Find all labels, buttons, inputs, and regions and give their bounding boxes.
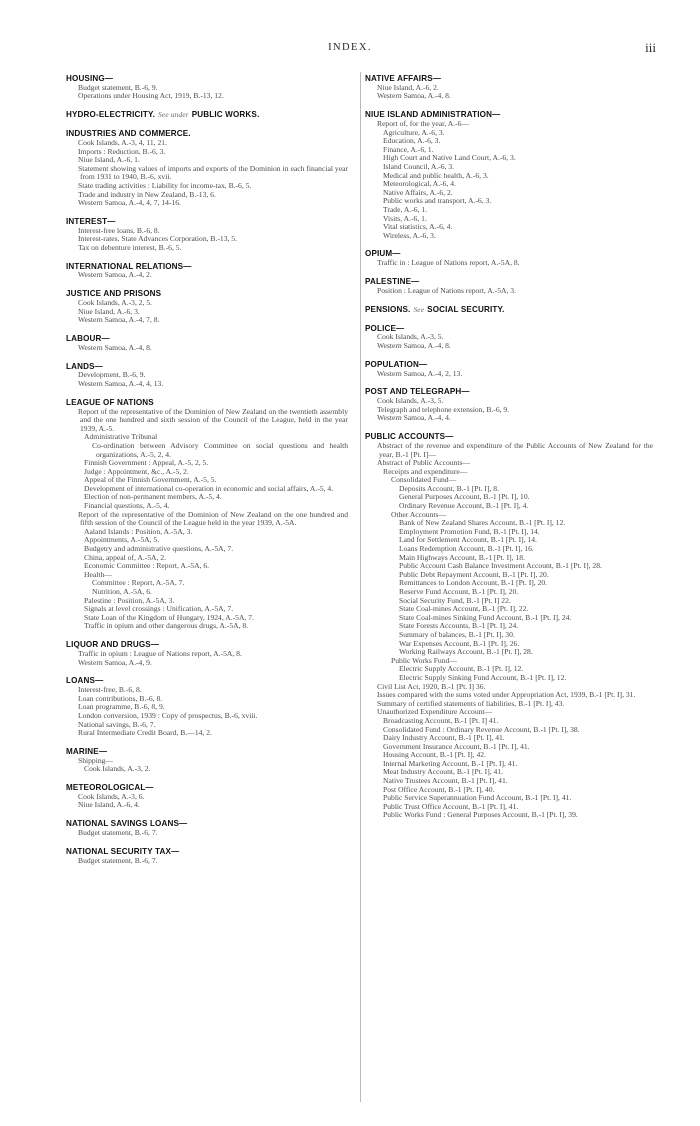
entry-heading-text: LEAGUE OF NATIONS bbox=[66, 397, 154, 407]
index-entry bbox=[66, 676, 348, 737]
index-item: Western Samoa, A.-4, 2, 13. bbox=[377, 368, 463, 378]
index-item: Summary of balances, B.-1 [Pt. I], 30. bbox=[399, 629, 515, 639]
index-column-left bbox=[66, 74, 348, 874]
index-entry bbox=[365, 305, 653, 315]
index-entry bbox=[66, 819, 348, 837]
index-item: Employment Promotion Fund, B.-1 [Pt. I], 14. bbox=[399, 526, 540, 536]
index-item: Administrative Tribunal bbox=[84, 432, 158, 442]
index-entry bbox=[66, 747, 348, 774]
entry-heading-text: POLICE— bbox=[365, 323, 405, 333]
index-item: War Expenses Account, B.-1 [Pt. I], 26. bbox=[399, 638, 520, 648]
index-item: Housing Account, B.-1 [Pt. I], 42. bbox=[383, 750, 486, 760]
index-item: Budget statement, B.-6, 7. bbox=[78, 828, 158, 838]
index-item: Broadcasting Account, B.-1 [Pt. I] 41. bbox=[383, 715, 499, 725]
index-item: Public Debt Repayment Account, B.-1 [Pt. I], 20. bbox=[399, 569, 549, 579]
index-item: Imports : Reduction, B.-6, 3. bbox=[78, 146, 166, 156]
column-divider bbox=[360, 72, 361, 1102]
page-header bbox=[0, 42, 700, 58]
entry-heading-text: LIQUOR AND DRUGS— bbox=[66, 640, 160, 650]
index-item: Internal Marketing Account, B.-1 [Pt. I], 41. bbox=[383, 758, 518, 768]
index-entry bbox=[66, 129, 348, 208]
index-item: Cook Islands, A.-3, 5. bbox=[377, 332, 444, 342]
entry-heading-text: NATIVE AFFAIRS— bbox=[365, 74, 441, 83]
index-item: Native Affairs, A.-6, 2. bbox=[383, 187, 453, 197]
index-item: Post Office Account, B.-1 [Pt. I], 40. bbox=[383, 784, 495, 794]
index-item: Consolidated Fund : Ordinary Revenue Account, B.-1 [Pt. I], 38. bbox=[383, 724, 580, 734]
index-item: Public Service Superannuation Fund Account, B.-1 [Pt. I], 41. bbox=[383, 793, 572, 803]
entry-heading-text: METEOROLOGICAL— bbox=[66, 783, 154, 793]
index-item: Ordinary Revenue Account, B.-1 [Pt. I], 4. bbox=[399, 501, 529, 511]
index-item: Niue Island, A.-6, 3. bbox=[78, 306, 140, 316]
index-item: Co-ordination between Advisory Committee on social questions and health organizations, A.-5, 2, 4. bbox=[92, 440, 348, 459]
index-item: Cook Islands, A.-3, 4, 11, 21. bbox=[78, 137, 167, 147]
index-item: Western Samoa, A.-4, 2. bbox=[78, 270, 152, 280]
index-item: Electric Supply Sinking Fund Account, B.-1 [Pt. I], 12. bbox=[399, 672, 567, 682]
see-reference: See bbox=[413, 304, 425, 314]
index-item: Western Samoa, A.-4, 8. bbox=[78, 342, 152, 352]
entry-heading-text: JUSTICE AND PRISONS bbox=[66, 289, 162, 299]
index-item: Public Works Fund : General Purposes Account, B.-1 [Pt. I], 39. bbox=[383, 810, 578, 820]
entry-heading-text: INTEREST— bbox=[66, 216, 116, 226]
index-item: Civil List Act, 1920, B.-1 [Pt. I] 36. bbox=[377, 681, 486, 691]
index-item: Cook Islands, A.-3, 6. bbox=[78, 791, 145, 801]
entry-heading-text: POST AND TELEGRAPH— bbox=[365, 387, 470, 397]
index-entry bbox=[66, 74, 348, 101]
index-item: Telegraph and telephone extension, B.-6, 9. bbox=[377, 404, 510, 414]
index-item: Niue Island, A.-6, 4. bbox=[78, 800, 140, 810]
index-item: High Court and Native Land Court, A.-6, 3. bbox=[383, 153, 516, 163]
index-item: Reserve Fund Account, B.-1 [Pt. I], 20. bbox=[399, 587, 519, 597]
entry-heading-text: HYDRO-ELECTRICITY. bbox=[66, 110, 156, 120]
index-item: State Forests Accounts, B.-1 [Pt. I], 24. bbox=[399, 621, 519, 631]
index-item: Deposits Account, B.-1 [Pt. I], 8. bbox=[399, 483, 499, 493]
see-target: PUBLIC WORKS. bbox=[191, 110, 260, 120]
index-entry bbox=[66, 398, 348, 631]
entry-heading-text: PUBLIC ACCOUNTS— bbox=[365, 432, 454, 442]
index-entry bbox=[66, 362, 348, 389]
entry-heading-text: INDUSTRIES AND COMMERCE. bbox=[66, 129, 191, 139]
index-item: Western Samoa, A.-4, 8. bbox=[377, 341, 451, 350]
index-entry bbox=[66, 334, 348, 352]
index-item: Position : League of Nations report, A.-5A, 3. bbox=[377, 285, 516, 295]
entry-heading-text: OPIUM— bbox=[365, 249, 401, 259]
entry-heading-text: NATIONAL SECURITY TAX— bbox=[66, 846, 180, 856]
index-item: Unauthorized Expenditure Account— bbox=[377, 707, 493, 717]
index-column-right bbox=[365, 74, 653, 829]
index-item: Western Samoa, A.-4, 8. bbox=[377, 91, 451, 101]
index-item: Western Samoa, A.-4, 7, 8. bbox=[78, 315, 160, 325]
index-item: Remittances to London Account, B.-1 [Pt. I], 20. bbox=[399, 578, 548, 588]
index-entry bbox=[66, 640, 348, 667]
index-item: Loan contributions, B.-6, 8. bbox=[78, 693, 163, 703]
index-entry bbox=[365, 324, 653, 351]
index-item: Island Council, A.-6, 3. bbox=[383, 161, 455, 171]
index-item: Budgetry and administrative questions, A.-5A, 7. bbox=[84, 544, 234, 554]
index-item: Traffic in opium : League of Nations report, A.-5A, 8. bbox=[78, 648, 242, 658]
index-item: Cook Islands, A.-3, 2. bbox=[84, 764, 151, 774]
index-entry bbox=[365, 74, 653, 101]
index-item: Finance, A.-6, 1. bbox=[383, 144, 434, 154]
index-item: Cook Islands, A.-3, 2, 5. bbox=[78, 298, 153, 308]
entry-heading bbox=[66, 110, 348, 120]
index-item: Wireless, A.-6, 3. bbox=[383, 230, 436, 240]
index-item: Abstract of Public Accounts— bbox=[377, 458, 471, 468]
index-item: Loan programme, B.-6, 8, 9. bbox=[78, 702, 165, 712]
index-item: Traffic in opium and other dangerous drugs, A.-5A, 8. bbox=[84, 621, 249, 631]
index-item: Other Accounts— bbox=[391, 509, 447, 519]
entry-heading-text: PALESTINE— bbox=[365, 277, 420, 287]
index-item: Vital statistics, A.-6, 4. bbox=[383, 222, 453, 232]
index-item: Operations under Housing Act, 1919, B.-13, 12. bbox=[78, 91, 224, 101]
entry-heading-text: LOANS— bbox=[66, 676, 104, 686]
index-item: Bank of New Zealand Shares Account, B.-1 [Pt. I], 12. bbox=[399, 518, 566, 528]
index-item: National savings, B.-6, 7. bbox=[78, 719, 156, 729]
index-item: Trade and industry in New Zealand, B.-13, 6. bbox=[78, 189, 216, 199]
index-item: Working Railways Account, B.-1 [Pt. I], 28. bbox=[399, 647, 533, 657]
entry-heading-text: MARINE— bbox=[66, 746, 108, 756]
index-item: China, appeal of, A.-5A, 2. bbox=[84, 552, 167, 562]
index-item: Western Samoa, A.-4, 4, 13. bbox=[78, 378, 164, 388]
index-item: Health— bbox=[84, 569, 112, 579]
index-item: Development, B.-6, 9. bbox=[78, 370, 146, 380]
index-item: Election of non-permanent members, A.-5, 4. bbox=[84, 492, 222, 502]
index-item: Report of the representative of the Dominion of New Zealand on the twentieth assembly and the one hundred and sixth session of the Council of the League, held in the year 1939, A.-5. bbox=[78, 406, 348, 433]
index-item: Interest-rates, State Advances Corporation, B.-13, 5. bbox=[78, 234, 238, 244]
index-item: Appeal of the Finnish Government, A.-5, 5. bbox=[84, 475, 217, 485]
index-item: Development of international co-operation in economic and social affairs, A.-5, 4. bbox=[84, 483, 334, 493]
index-item: Interest-free, B.-6, 8. bbox=[78, 685, 142, 695]
index-item: Niue Island, A.-6, 2. bbox=[377, 82, 439, 92]
index-item: Education, A.-6, 3. bbox=[383, 136, 441, 146]
index-item: Aaland Islands : Position, A.-5A, 3. bbox=[84, 526, 193, 536]
index-item: Main Highways Account, B.-1 [Pt. I], 18. bbox=[399, 552, 525, 562]
index-item: State Coal-mines Account, B.-1 [Pt. I], 22. bbox=[399, 604, 529, 614]
index-item: Cook Islands, A.-3, 5. bbox=[377, 396, 444, 406]
index-item: Public Account Cash Balance Investment Account, B.-1 [Pt. I], 28. bbox=[399, 561, 602, 571]
index-item: Interest-free loans, B.-6, 8. bbox=[78, 225, 160, 235]
index-item: Social Security Fund, B.-1 [Pt. I] 22. bbox=[399, 595, 511, 605]
index-item: Judge : Appointment, &c., A.-5, 2. bbox=[84, 466, 189, 476]
index-entry bbox=[365, 387, 653, 423]
index-item: Meteorological, A.-6, 4. bbox=[383, 179, 456, 189]
index-entry bbox=[365, 432, 653, 820]
index-entry bbox=[66, 847, 348, 865]
index-item: Native Trustees Account, B.-1 [Pt. I], 41. bbox=[383, 776, 508, 786]
index-item: Consolidated Fund— bbox=[391, 475, 457, 485]
index-item: Western Samoa, A.-4, 4, 7, 14-16. bbox=[78, 198, 181, 208]
entry-heading bbox=[365, 305, 653, 315]
index-entry bbox=[365, 277, 653, 295]
index-item: Report of, for the year, A.-6— bbox=[377, 118, 470, 128]
index-item: Receipts and expenditure— bbox=[383, 466, 468, 476]
index-item: Electric Supply Account, B.-1 [Pt. I], 12. bbox=[399, 664, 524, 674]
index-entry bbox=[66, 289, 348, 325]
index-item: Budget statement, B.-6, 7. bbox=[78, 855, 158, 865]
entry-heading-text: HOUSING— bbox=[66, 74, 114, 83]
page-title: INDEX. bbox=[328, 42, 372, 53]
index-item: Appointments, A.-5A, 5. bbox=[84, 535, 160, 545]
index-item: State trading activities : Liability for income-tax, B.-6, 5. bbox=[78, 180, 252, 190]
index-item: Meat Industry Account, B.-1 [Pt. I], 41. bbox=[383, 767, 504, 777]
index-item: Land for Settlement Account, B.-1 [Pt. I], 14. bbox=[399, 535, 537, 545]
index-item: Public Works Fund— bbox=[391, 655, 457, 665]
index-item: Committee : Report, A.-5A, 7. bbox=[92, 578, 185, 588]
index-item: State Loan of the Kingdom of Hungary, 1924, A.-5A, 7. bbox=[84, 612, 254, 622]
entry-heading-text: INTERNATIONAL RELATIONS— bbox=[66, 261, 192, 271]
entry-heading-text: LABOUR— bbox=[66, 334, 110, 343]
index-item: Medical and public health, A.-6, 3. bbox=[383, 170, 489, 180]
index-item: Rural Intermediate Credit Board, B.—14, 2. bbox=[78, 728, 212, 738]
index-item: Nutrition, A.-5A, 6. bbox=[92, 587, 152, 597]
index-entry bbox=[365, 110, 653, 240]
page-number: iii bbox=[645, 40, 656, 55]
index-item: Economic Committee : Report, A.-5A, 6. bbox=[84, 561, 210, 571]
index-entry bbox=[66, 783, 348, 810]
index-item: Summary of certified statements of liabilities, B.-1 [Pt. I], 43. bbox=[377, 698, 565, 708]
index-item: Traffic in : League of Nations report, A.-5A, 8. bbox=[377, 258, 520, 268]
index-item: Statement showing values of imports and exports of the Dominion in each financial year from 1931 to 1940, B.-6, xvii. bbox=[78, 163, 348, 182]
index-item: Dairy Industry Account, B.-1 [Pt. I], 41. bbox=[383, 733, 505, 743]
entry-heading-text: NATIONAL SAVINGS LOANS— bbox=[66, 819, 188, 829]
index-item: Public Trust Office Account, B.-1 [Pt. I], 41. bbox=[383, 801, 519, 811]
index-item: Budget statement, B.-6, 9. bbox=[78, 82, 158, 92]
index-item: Niue Island, A.-6, 1. bbox=[78, 155, 140, 165]
entry-heading-text: POPULATION— bbox=[365, 359, 428, 369]
index-item: Agriculture, A.-6, 3. bbox=[383, 127, 445, 137]
index-item: Government Insurance Account, B.-1 [Pt. I], 41. bbox=[383, 741, 530, 751]
index-item: Signals at level crossings : Unification, A.-5A, 7. bbox=[84, 604, 234, 614]
index-item: Western Samoa, A.-4, 9. bbox=[78, 657, 152, 667]
index-entry bbox=[365, 360, 653, 378]
index-item: Tax on debenture interest, B.-6, 5. bbox=[78, 242, 182, 252]
index-entry bbox=[365, 249, 653, 267]
see-target: SOCIAL SECURITY. bbox=[427, 304, 505, 314]
index-item: Shipping— bbox=[78, 755, 114, 765]
index-item: General Purposes Account, B.-1 [Pt. I], 10. bbox=[399, 492, 530, 502]
index-item: Trade, A.-6, 1. bbox=[383, 204, 428, 214]
index-entry bbox=[66, 262, 348, 280]
entry-heading-text: PENSIONS. bbox=[365, 304, 411, 314]
index-item: Visits, A.-6, 1. bbox=[383, 213, 427, 223]
index-item: Loans Redemption Account, B.-1 [Pt. I], 16. bbox=[399, 544, 534, 554]
index-item: Western Samoa, A.-4, 4. bbox=[377, 413, 451, 423]
index-item: State Coal-mines Sinking Fund Account, B.-1 [Pt. I], 24. bbox=[399, 612, 572, 622]
entry-heading-text: LANDS— bbox=[66, 361, 103, 371]
index-item: Report of the representative of the Dominion of New Zealand on the one hundred and fifth session of the Council of the League held in the year 1939, A.-5A. bbox=[78, 509, 348, 528]
index-item: Public works and transport, A.-6, 3. bbox=[383, 196, 492, 206]
entry-heading-text: NIUE ISLAND ADMINISTRATION— bbox=[365, 110, 501, 120]
index-item: Abstract of the revenue and expenditure of the Public Accounts of New Zealand for the year, B.-1 [Pt. I]— bbox=[377, 440, 653, 459]
index-item: Palestine : Position, A.-5A, 3. bbox=[84, 595, 175, 605]
index-item: London conversion, 1939 : Copy of prospectus, B.-6, xviii. bbox=[78, 710, 258, 720]
index-item: Finnish Government : Appeal, A.-5, 2, 5. bbox=[84, 458, 209, 468]
index-entry bbox=[66, 217, 348, 253]
index-entry bbox=[66, 110, 348, 120]
index-item: Financial questions, A.-5, 4. bbox=[84, 501, 170, 511]
see-reference: See under bbox=[158, 110, 189, 120]
index-item: Issues compared with the sums voted under Appropriation Act, 1939, B.-1 [Pt. I], 31. bbox=[377, 690, 636, 700]
